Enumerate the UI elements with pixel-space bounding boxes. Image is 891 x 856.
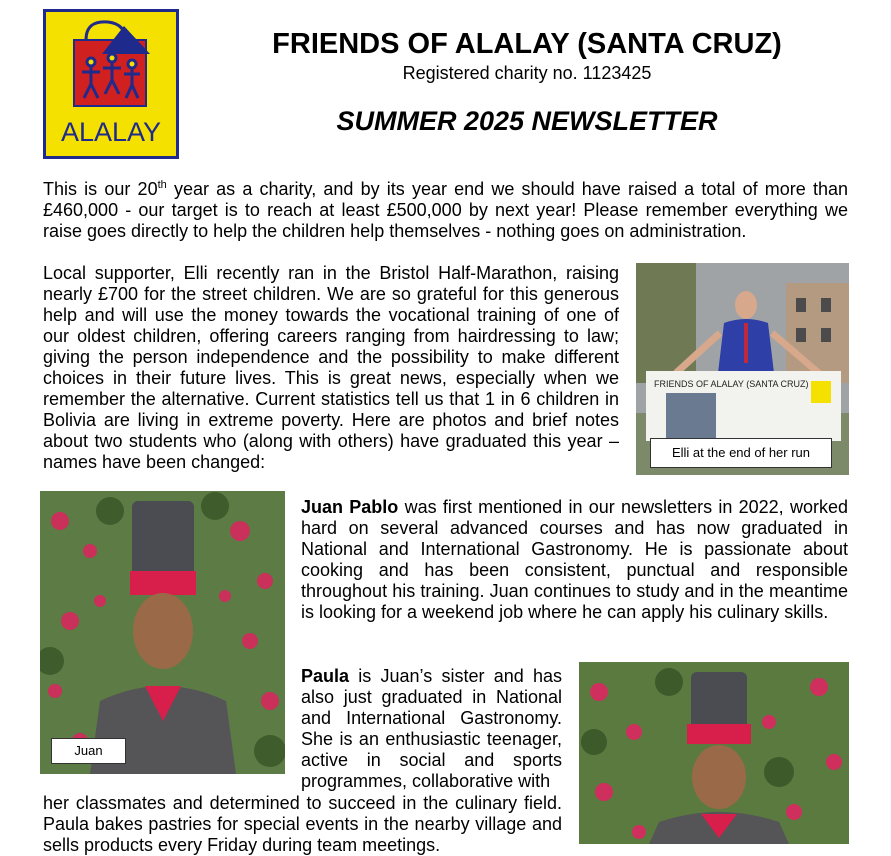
- banner-text: FRIENDS OF ALALAY (SANTA CRUZ): [654, 379, 809, 389]
- paula-paragraph-continued: her classmates and determined to succeed in the culinary field. Paula bakes pastries for special events in the nearby village and sells products every Friday during team meetings.: [43, 793, 562, 855]
- registration-number: Registered charity no. 1123425: [402, 63, 652, 83]
- elli-caption: Elli at the end of her run: [650, 438, 832, 468]
- intro-paragraph: This is our 20th year as a charity, and by its year end we should have raised a total of more than £460,000 - our target is to reach at least £500,000 by next year! Please remember everything we raise goes directly to help the children help themselves - nothing goes on administration.: [43, 179, 848, 241]
- page-title: FRIENDS OF ALALAY (SANTA CRUZ): [272, 28, 782, 60]
- newsletter-title: SUMMER 2025 NEWSLETTER: [336, 106, 718, 136]
- juan-caption: Juan: [51, 738, 126, 764]
- paula-photo: [579, 662, 849, 844]
- logo-text: ALALAY: [60, 117, 162, 147]
- juan-photo: [40, 491, 285, 774]
- juan-paragraph: Juan Pablo was first mentioned in our newsletters in 2022, worked hard on several advanced courses and has now graduated in National and International Gastronomy. He is passionate about cooking and has been consistent, punctual and responsible throughout his training. Juan continues to study and in the meantime is looking for a weekend job where he can apply his culinary skills.: [301, 497, 848, 622]
- elli-paragraph: Local supporter, Elli recently ran in the Bristol Half-Marathon, raising nearly £700 for the street children. We are so grateful for this generous help and will use the money towards the vocational training of one of our oldest children, offering careers ranging from hairdressing to law; giving the person independence and the possibility to make different choices in their future lives. This is great news, especially when we remember the alternative. Current statistics tell us that 1 in 6 children in Bolivia are living in extreme poverty. Here are photos and brief notes about two students who (along with others) have graduated this year – names have been changed:: [43, 263, 619, 472]
- paula-paragraph: Paula is Juan’s sister and has also just graduated in National and International Gastronomy. She is an enthusiastic teenager, active in social and sports programmes, collaborative with: [301, 666, 562, 791]
- alalay-logo: [43, 9, 179, 159]
